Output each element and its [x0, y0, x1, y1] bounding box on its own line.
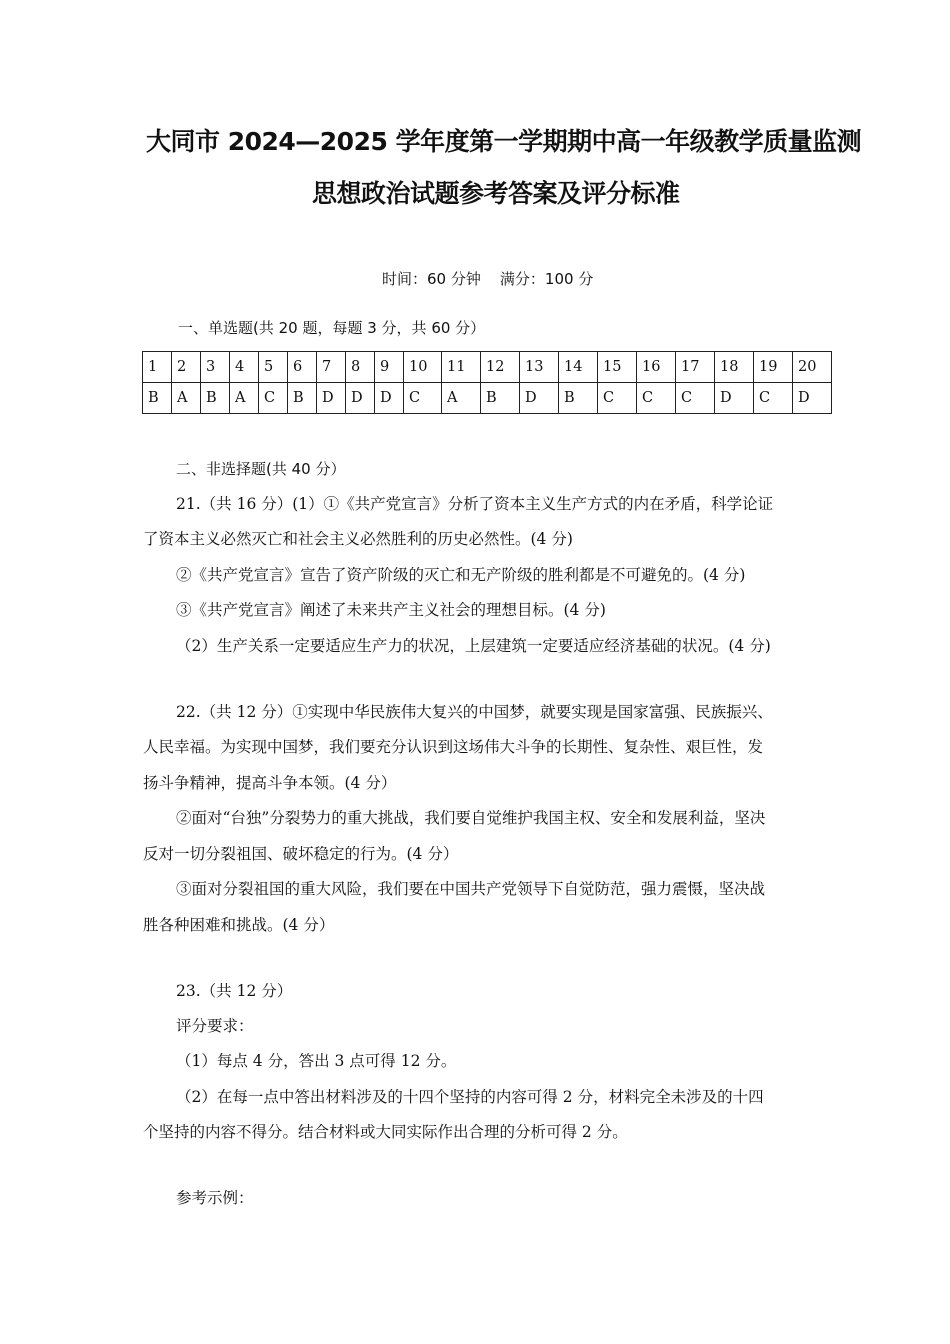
answer-cell: C — [676, 383, 715, 414]
question-number: 17 — [676, 352, 715, 383]
q22-line: ③面对分裂祖国的重大风险，我们要在中国共产党领导下自觉防范，强力震慑，坚决战 — [176, 880, 766, 898]
answer-cell: D — [520, 383, 559, 414]
question-number-row — [143, 352, 832, 383]
q23-line: 23.（共 12 分） — [176, 982, 293, 1000]
question-number: 7 — [317, 352, 346, 383]
doc-title-line1: 大同市 2024—2025 学年度第一学期期中高一年级教学质量监测 — [146, 127, 862, 156]
doc-title-line2: 思想政治试题参考答案及评分标准 — [312, 179, 680, 208]
q21-line: 21.（共 16 分）(1）①《共产党宣言》分析了资本主义生产方式的内在矛盾，科学论证 — [176, 495, 774, 513]
question-number: 15 — [598, 352, 637, 383]
question-number: 12 — [481, 352, 520, 383]
question-number: 8 — [346, 352, 375, 383]
answer-cell: D — [346, 383, 375, 414]
q21-line: （2）生产关系一定要适应生产力的状况，上层建筑一定要适应经济基础的状况。(4 分) — [176, 637, 771, 655]
answer-cell: A — [442, 383, 481, 414]
question-number: 9 — [375, 352, 404, 383]
answer-cell: D — [793, 383, 832, 414]
answer-cell: B — [288, 383, 317, 414]
q22-line: ②面对“台独”分裂势力的重大挑战，我们要自觉维护我国主权、安全和发展利益，坚决 — [176, 809, 766, 827]
question-number: 14 — [559, 352, 598, 383]
section1-heading: 一、单选题(共 20 题，每题 3 分，共 60 分） — [178, 319, 486, 337]
q22-line: 反对一切分裂祖国、破坏稳定的行为。(4 分） — [143, 845, 459, 863]
answer-cell: C — [754, 383, 793, 414]
question-number: 10 — [404, 352, 442, 383]
question-number: 13 — [520, 352, 559, 383]
answer-table — [142, 351, 832, 414]
answer-cell: D — [375, 383, 404, 414]
question-number: 6 — [288, 352, 317, 383]
question-number: 18 — [715, 352, 754, 383]
answer-cell: B — [481, 383, 520, 414]
question-number: 16 — [637, 352, 676, 383]
section2-heading: 二、非选择题(共 40 分） — [176, 460, 346, 478]
q22-line: 扬斗争精神，提高斗争本领。(4 分） — [143, 774, 397, 792]
answer-cell: C — [598, 383, 637, 414]
answer-cell: D — [317, 383, 346, 414]
q23-line: 个坚持的内容不得分。结合材料或大同实际作出合理的分析可得 2 分。 — [143, 1123, 628, 1141]
question-number: 3 — [201, 352, 230, 383]
q21-line: 了资本主义必然灭亡和社会主义必然胜利的历史必然性。(4 分) — [143, 530, 573, 548]
question-number: 4 — [230, 352, 259, 383]
q23-line: （2）在每一点中答出材料涉及的十四个坚持的内容可得 2 分，材料完全未涉及的十四 — [176, 1088, 764, 1106]
q22-line: 胜各种困难和挑战。(4 分） — [143, 916, 335, 934]
question-number: 20 — [793, 352, 832, 383]
answer-cell: D — [715, 383, 754, 414]
answer-cell: B — [201, 383, 230, 414]
question-number: 1 — [143, 352, 172, 383]
answer-cell: C — [259, 383, 288, 414]
q23-line: （1）每点 4 分，答出 3 点可得 12 分。 — [176, 1052, 457, 1070]
q21-line: ②《共产党宣言》宣告了资产阶级的灭亡和无产阶级的胜利都是不可避免的。(4 分) — [176, 566, 746, 584]
question-number: 5 — [259, 352, 288, 383]
q22-line: 人民幸福。为实现中国梦，我们要充分认识到这场伟大斗争的长期性、复杂性、艰巨性，发 — [143, 738, 764, 756]
answer-row — [143, 383, 832, 414]
exam-meta: 时间：60 分钟 满分：100 分 — [382, 270, 594, 288]
question-number: 2 — [172, 352, 201, 383]
answer-cell: A — [230, 383, 259, 414]
answer-cell: A — [172, 383, 201, 414]
question-number: 19 — [754, 352, 793, 383]
q23-line: 参考示例： — [176, 1189, 254, 1207]
q23-line: 评分要求： — [176, 1017, 254, 1035]
q21-line: ③《共产党宣言》阐述了未来共产主义社会的理想目标。(4 分) — [176, 601, 606, 619]
q22-line: 22.（共 12 分）①实现中华民族伟大复兴的中国梦，就要实现是国家富强、民族振兴、 — [176, 703, 773, 721]
question-number: 11 — [442, 352, 481, 383]
answer-cell: B — [143, 383, 172, 414]
answer-cell: C — [404, 383, 442, 414]
answer-cell: B — [559, 383, 598, 414]
answer-cell: C — [637, 383, 676, 414]
